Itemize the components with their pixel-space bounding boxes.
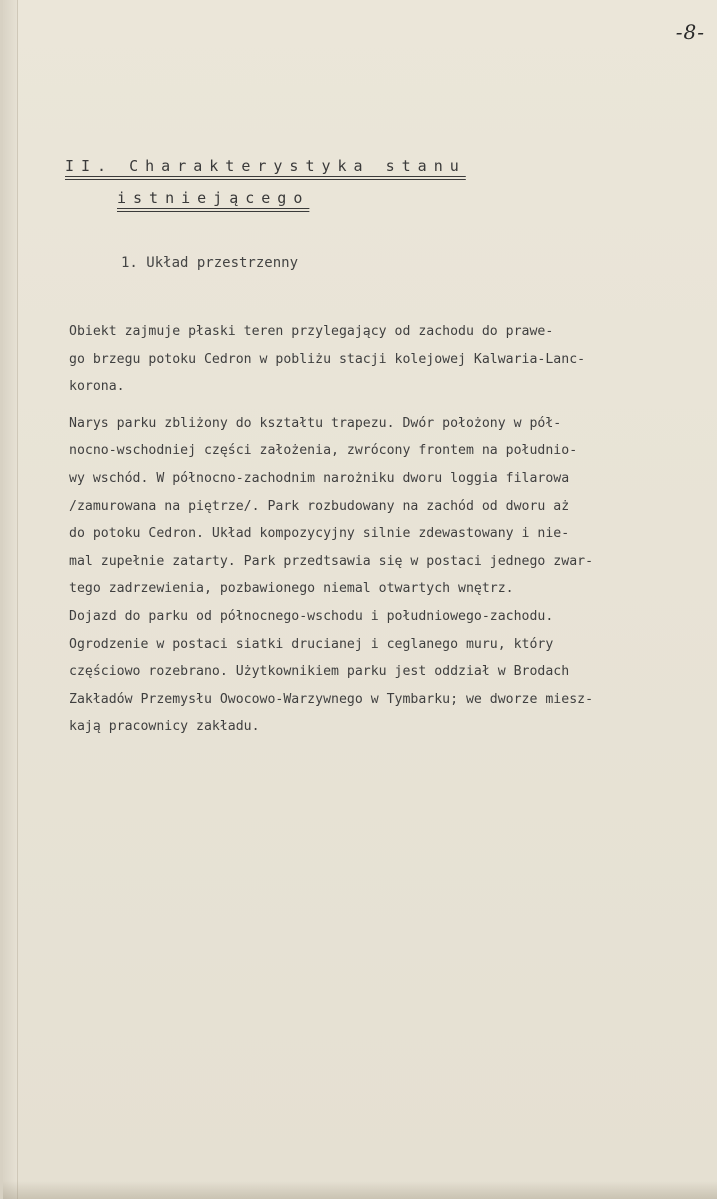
body-line: do potoku Cedron. Układ kompozycyjny silnie zdewastowany i nie- (69, 526, 570, 542)
body-paragraphs (69, 318, 709, 741)
body-line: Narys parku zbliżony do kształtu trapezu. Dwór położony w pół- (69, 415, 562, 431)
body-line: Ogrodzenie w postaci siatki drucianej i ceglanego muru, który (69, 636, 554, 652)
body-line: tego zadrzewienia, pozbawionego niemal otwartych wnętrz. (69, 581, 514, 597)
body-line: korona. (69, 379, 125, 395)
section-heading-line-1: II. Charakterystyka stanu (65, 157, 466, 175)
page-number: -8- (675, 20, 705, 44)
section-heading (65, 150, 466, 214)
body-line: Obiekt zajmuje płaski teren przylegający od zachodu do prawe- (69, 324, 554, 339)
section-heading-line-2: istniejącego (117, 189, 310, 207)
body-line: /zamurowana na piętrze/. Park rozbudowany na zachód od dworu aż (69, 498, 570, 514)
body-line: nocno-wschodniej części założenia, zwrócony frontem na południo- (69, 443, 578, 459)
body-line: wy wschód. W północno-zachodnim narożniku dworu loggia filarowa (69, 470, 570, 486)
body-line: Dojazd do parku od północnego-wschodu i południowego-zachodu. (69, 608, 554, 624)
body-line: mal zupełnie zatarty. Park przedtsawia się w postaci jednego zwar- (69, 553, 594, 569)
fold-line (17, 0, 18, 1199)
subsection-heading: 1. Układ przestrzenny (121, 255, 299, 271)
body-line: Zakładów Przemysłu Owocowo-Warzywnego w Tymbarku; we dworze miesz- (69, 691, 594, 707)
page-fold (3, 0, 17, 1199)
body-line: częściowo rozebrano. Użytkownikiem parku jest oddział w Brodach (69, 664, 570, 680)
body-line: go brzegu potoku Cedron w pobliżu stacji kolejowej Kalwaria-Lanc- (69, 351, 586, 367)
body-line: kają pracownicy zakładu. (69, 719, 260, 735)
page-bottom-edge (3, 1181, 717, 1199)
